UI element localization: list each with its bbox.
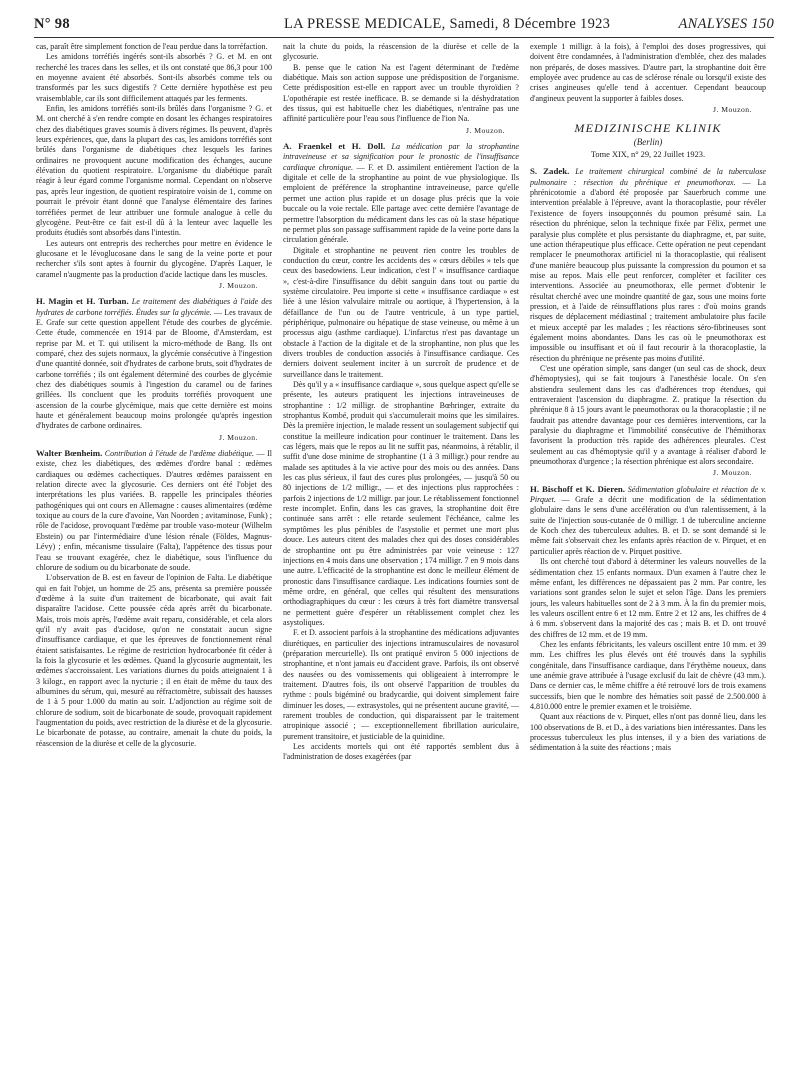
- signature: J. Mouzon.: [466, 125, 505, 135]
- article-magin-turban: [36, 296, 272, 431]
- journal-issue: Tome XIX, n° 29, 22 Juillet 1923.: [590, 150, 706, 160]
- journal-section-title: MEDIZINISCHE KLINIK: [574, 121, 722, 136]
- article-title: Le traitement chirurgical combiné de la tuberculose pulmonaire : résection du phrénique et pneumothorax.: [530, 167, 766, 187]
- column-3: [530, 42, 766, 1072]
- paragraph: Ils ont cherché tout d'abord à déterminer les valeurs nouvelles de la sédimentation chez 15 enfants normaux. D'un examen à l'autre chez le même enfant, les différences ne dépassaient pas 2 mm. Par contre, les variations sont grandes selon le sujet et selon l'âge. Dans les premiers jours, les valeurs habituelles sont de 2 à 3 mm. À la fin du premier mois, les valeurs oscillent entre 6 et 12 mm. Entre 2 et 12 ans, les chiffres de 4 à 6 mm. s'observent dans la majorité des cas ; mais B. et D. ont trouvé des chiffres de 12 mm. et de 19 mm.: [530, 557, 766, 639]
- article-title: Contribution à l'étude de l'œdème diabétique.: [104, 449, 255, 459]
- article-authors: A. Fraenkel et H. Doll.: [283, 141, 386, 152]
- paragraph: exemple 1 milligr. à la fois), à l'emploi des doses progressives, qui doivent être condamnées, à l'administration d'emblée, chez des malades non préparés, de doses massives. D'autre part, la strophantine doit être employée avec prudence au cas de sclérose rénale ou lorsqu'il existe des crises angineuses qu'elle tend à accentuer. Cependant beaucoup d'angineux peuvent la supporter à faibles doses.: [530, 42, 766, 103]
- signature: J. Mouzon.: [219, 432, 258, 442]
- paragraph: B. pense que le cation Na est l'agent déterminant de l'œdème diabétique. Mais son action suppose une prédisposition de l'organisme. Cette prédisposition est-elle en rapport avec un trouble thyroïdien ? L'opothérapie est restée inefficace. B. se demande si la déshydratation des tissus, qui est habituelle chez les diabétiques, n'entraîne pas une affinité particulière pour l'eau sous l'influence de l'ion Na.: [283, 62, 519, 124]
- paragraph: Enfin, les amidons torréfiés sont-ils brûlés dans l'organisme ? G. et M. ont cherché à s'en rendre compte en dosant les échanges respiratoires chez des diabétiques graves soumis à divers régimes. Ils peuvent, d'après leurs expériences, que, dans la plupart des cas, les amidons torréfiés sont brûlés dans l'organisme de diabétiques chez lesquels les farines ordinaires ne provoquent aucune modification des échanges, aucune élévation du quotient respiratoire. L'organisme du diabétique paraît réagir à leur égard comme l'organisme normal. Cependant on n'observe pas, après leur ingestion, de quotient respiratoire voisin de 1, comme on pourrait le prévoir étant donné que l'analyse élémentaire des farines torréfiées permet de leur attribuer une formule analogue à celle du glycogène. Peut-être ce fait est-il dû à la lenteur avec laquelle les produits étudiés sont absorbés dans l'intestin.: [36, 104, 272, 238]
- paragraph: Les auteurs ont entrepris des recherches pour mettre en évidence le glucosane et le lévoglucosane dans le sang de la veine porte et pour rechercher s'ils sont aptes à fournir du glycogène. D'après Laquer, le caramel n'augmente pas la production d'acide lactique dans les muscles.: [36, 238, 272, 279]
- article-title: La médication par la strophantine intraveineuse et sa signification pour le pronostic de l'insuffisance cardiaque chronique.: [283, 142, 519, 172]
- paragraph: cas, paraît être simplement fonction de l'eau perdue dans la torréfaction.: [36, 42, 268, 51]
- page-header: [34, 14, 774, 38]
- article-boenheim: [36, 448, 272, 573]
- paragraph: Chez les enfants fébricitants, les valeurs oscillent entre 10 mm. et 39 mm. Les chiffres les plus élevés ont été trouvés dans la syphilis congénitale, dans l'insuffisance cardiaque, dans l'érythème noueux, dans une anémie grave attribuée à l'usage exclusif du lait de chèvre (43 mm.). Dans ce dernier cas, le même chiffre a été retrouvé lors de trois examens successifs, bien que le nombre des hématies soit passé de 2.500.000 à 4.810.000 entre le premier examen et le troisième.: [530, 639, 766, 711]
- signature: J. Mouzon.: [219, 280, 258, 290]
- signature: J. Mouzon.: [713, 105, 752, 115]
- article-authors: H. Bischoff et K. Dieren.: [530, 483, 625, 494]
- article-title: Le traitement des diabétiques à l'aide des hydrates de carbone torréfiés. Études sur la glycémie.: [36, 297, 272, 317]
- paragraph: Digitale et strophantine ne peuvent rien contre les troubles de conduction du cœur, contre les accidents des « cœurs débiles » tels que ceux des basedowiens. Leur indication, c'est l' « insuffisance cardiaque », c'est-à-dire l'insuffisance du débit sanguin dans tout ou partie du système circulatoire. Peu importe si cette « insuffisance cardiaque » est liée à une lésion valvulaire mitrale ou aortique, à l'hypertension, à la défaillance de l'un ou de l'autre ventricule, à un type partiel, périphérique, pulmonaire ou hépatique de stase veineuse, ou même à un processus aigu (asthme cardiaque). L'infarctus n'est pas davantage un obstacle à l'action de la digitale et de la strophantine, non plus que les divers troubles de conduction associés à l'insuffisance cardiaque. Ces derniers doivent seulement inciter à un surcroît de prudence et de surveillance dans le traitement.: [283, 245, 519, 379]
- section-label: ANALYSES 150: [678, 16, 774, 32]
- article-fraenkel-doll: [283, 141, 519, 245]
- journal-title: LA PRESSE MEDICALE, Samedi, 8 Décembre 1923: [284, 16, 611, 32]
- article-authors: H. Magin et H. Turban.: [36, 296, 129, 307]
- column-2: [283, 42, 519, 1072]
- article-body: — Grafe a décrit une modification de la sédimentation globulaire dans le sens d'une accélération ou d'un ralentissement, à la suite de l'injection sous-cutanée de 0 milligr. 1 de tuberculine ancienne de Koch chez des tuberculeux adultes. B. et D. se sont demandé si le même fait s'observait chez les enfants après réaction de v. Pirquet, et en particulier après réaction de v. Pirquet positive.: [530, 495, 766, 556]
- paragraph: F. et D. associent parfois à la strophantine des médications adjuvantes diurétiques, en particulier des injections intramusculaires de novasurol (préparation mercurielle). Ils ont pratiqué environ 5 000 injections de strophantine, et n'ont jamais eu d'accident grave. Parfois, ils ont observé des nausées ou des vomissements qui obligeaient à interrompre le traitement. D'autres fois, ils ont observé l'apparition de troubles du rythme : pouls bigéminé ou bradycardie, qui doivent simplement faire diminuer les doses, — extrasystoles, qui ne présentent aucune gravité, — rarement troubles de conduction, qui disparaissent par le traitement atropinique associé ; — exceptionnellement fibrillation auriculaire, purement transitoire, et justiciable de la quinidine.: [283, 628, 519, 741]
- header-rule: [34, 37, 774, 38]
- paragraph: nait la chute du poids, la réascension de la diurèse et celle de la glycosurie.: [283, 42, 519, 62]
- article-body: — La phrénicotomie a d'abord été proposée par Sauerbruch comme une intervention préalable à l'épreuve, avant la thoracoplastie, pour révéler l'existence de foyers insoupçonnés du poumon présumé sain. La résection du phrénique, selon la technique fixée par Félix, permet une paralysie plus complète et plus persistante du diaphragme, et, par suite, une action thérapeutique plus efficace. Cette opération ne peut cependant remplacer le pneumothorax artificiel ni la thoracoplastie, qui réalisent d'une manière beaucoup plus puissante la compression du poumon et sa mise au repos. Mais elle peut renforcer, compléter et faciliter ces interventions. Associée au pneumothorax, elle permet d'obtenir le résultat cherché avec une moindre quantité de gaz, sous une moins forte pression, et à l'aide de réinsufflations plus rares : d'où moins grands risques de déplacement médiastinal ; traitement ambulatoire plus facile et mieux accepté par les malades ; les réactions séro-fibrineuses sont également moins abondantes. Dans les cas où le pneumothorax est impossible ou insuffisant et où il faut recourir à la thoracoplastie, la résection du phrénique ne présente pas moins d'utilité.: [530, 177, 766, 363]
- paragraph: Quant aux réactions de v. Pirquet, elles n'ont pas donné lieu, dans les 100 observations de B. et D., à des variations bien intéressantes. Dans les processus tuberculeux les plus intenses, il y a bien des variations de sédimentation à la suite des réactions ; mais: [530, 712, 766, 753]
- paragraph: C'est une opération simple, sans danger (un seul cas de shock, deux d'hémoptysies), qui se fait toujours à l'anesthésie locale. On s'en abstiendra seulement dans les cas d'adhérences trop étendues, qui entraveraient l'ascension du diaphragme. Z. pratique la résection du phrénique 8 à 15 jours avant le pneumothorax ou la thoracoplastie ; il ne faudrait pas attendre davantage pour ces dernières interventions, car la paralysie du diaphragme et l'immobilité consécutive de l'hémithorax favorisent la production très rapide des adhérences pleurales. C'est seulement au cas d'hémoptysie qu'il y a avantage à réaliser d'abord le pneumothorax d'urgence ; la résection phrénique est alors secondaire.: [530, 363, 766, 467]
- signature: J. Mouzon.: [713, 468, 752, 478]
- journal-city: (Berlin): [633, 136, 663, 147]
- article-body: — F. et D. assimilent entièrement l'action de la digitale et celle de la strophantine au point de vue physiologique. Ils emploient de préférence la strophantine intraveineuse, parce qu'elle permet une action plus rapide et un dosage plus précis que la voie buccale ou la voie rectale. Elle partage avec cette dernière l'avantage de permettre l'absorption du médicament dans les cas où la stase hépatique ne permet plus son passage suffisamment rapide de la veine porte dans la circulation générale.: [283, 162, 519, 245]
- paragraph: L'observation de B. est en faveur de l'opinion de Falta. Le diabétique qui en fait l'objet, un homme de 25 ans, présenta sa première poussée d'œdème à la suite d'un traitement de bicarbonate, qui avait fait disparaître l'acidose. Cette poussée céda après arrêt du bicarbonate. Mais, trois mois après, l'œdème avait reparu, considérable, et cela alors qu'il n'y avait pas d'acidose, qu'on ne constatait aucun signe d'insuffisance cardiaque, et que les épreuves de fonctionnement rénal étaient satisfaisantes. Le régime de restriction hydrocarbonée fit céder à la fois la glycosurie et les œdèmes. Quand la glycosurie augmentait, les œdèmes s'accroissaient. Les variations diurnes du poids atteignaient 1 à 3 kilogr., en rapport avec la nycturie ; il en était de même du taux des albumines du sérum, qui, mesuré au réfractomètre, subissait des hausses de 1 à 5 pour 1.000 du matin au soir. L'adjonction au régime soit de chlorure de sodium, soit de bicarbonate de soude, provoquait rapidement l'augmentation du poids, avec restriction de la diurèse et de la glycosurie. Le bicarbonate de potasse, au contraire, amenait la chute du poids, la réascension de la diurèse et celle de la glycosurie.: [36, 573, 272, 748]
- page-number: N° 98: [34, 16, 70, 32]
- paragraph: Les accidents mortels qui ont été rapportés semblent dus à l'administration de doses exagérées (par: [283, 742, 519, 762]
- paragraph: Les amidons torréfiés ingérés sont-ils absorbés ? G. et M. en ont recherché les traces dans les selles, et ils ont constaté que 86,3 pour 100 en moyenne avaient été absorbés. Sont-ils absorbés comme tels ou transformés par les sucs digestifs ? Cette dernière hypothèse est peu vraisemblable, car ils sont difficilement attaqués par les ferments.: [36, 52, 272, 103]
- article-body: — Il existe, chez les diabétiques, des œdèmes d'ordre banal : œdèmes cardiaques ou œdèmes cachectiques. D'autres œdèmes paraissent en relation directe avec la glycosurie. Ces derniers ont été l'objet des interprétations les plus variées. B. rappelle les principales théories pathogéniques qui ont cours en Allemagne : causes alimentaires (œdème toxique au cours de la cure d'avoine, Van Noorden ; avitaminose, Funk) ; rôle de l'acidose, provoquant l'œdème par trouble vaso-moteur (Wilhelm Ebstein) ou par l'intermédiaire d'une lésion rénale (Földes, Magnus-Lévy) ; enfin, mécanisme tissulaire (Falta), l'appétence des tissus pour l'eau se trouvant exagérée, chez le diabétique, sous l'influence du chlorure de sodium ou du bicarbonate de soude.: [36, 449, 272, 572]
- paragraph: Dès qu'il y a « insuffisance cardiaque », sous quelque aspect qu'elle se présente, les auteurs pratiquent les injections intraveineuses de strophantine : 1/2 milligr. de strophantine Bœhringer, extraite du strophantus Kombé, produit qui s'accumulerait moins que les similaires. Dès la première injection, le malade ressent un soulagement subjectif qui constitue la meilleure indication pour continuer le traitement. Dans les cas légers, mais que le repos au lit ne suffit pas, néanmoins, à rétablir, il suffit d'une dose minime de strophantine (1 à 3 milligr.) pour rendre au malade ses aptitudes à la vie active pour des mois ou des années. Dans les cas plus sérieux, il faut des cures plus prolongées, — jusqu'à 50 ou 80 injections de 1/2 milligr., — et des injections plus rapprochées : parfois 2 injections de 1/2 milligr. par jour. Le rétablissement fonctionnel reste incomplet. Enfin, dans les cas graves, la strophantine doit être continuée sans arrêt : elle retarde seulement l'échéance, calme les symptômes les plus pénibles de l'asystolie et permet une mort plus douce. Les auteurs citent des malades chez qui des doses considérables de strophantine ont pu être administrées par voie veineuse : 127 injections en 4 mois dans une observation ; 174 milligr. 7 en 9 mois dans une autre. L'efficacité de la strophantine est donc le meilleur élément de pronostic dans l'insuffisance cardiaque. Les indications fournies sont de même ordre, en général, que celles qui résultent des mensurations orthodiagraphiques du cœur : les cœurs à très fort diamètre transversal ne permettent guère d'espérer un rétablissement complet chez les asystoliques.: [283, 380, 519, 627]
- article-zadek: [530, 166, 766, 364]
- article-body: — Les travaux de E. Grafe sur cette question appellent l'étude des courbes de glycémie. Cette étude, commencée en 1914 par de Bloome, d'Amsterdam, est reprise par M. et T. qui utilisent la micro-méthode de Bang. Ils ont comparé, chez des sujets normaux, la glycémie consécutive à l'ingestion d'une quantité donnée, soit d'hydrates de carbone bruts, soit d'hydrates de carbone torréfiés ; ils ont également déterminé des courbes de glycémie chez des diabétiques soumis à l'ingestion du caramel ou de farines grillées. Ils concluent que les produits torréfiés provoquent une ascension de la courbe glycémique, mais que cette dernière est moins haute et généralement beaucoup moins prolongée qu'après ingestion d'hydrates de carbone ordinaires.: [36, 307, 272, 431]
- article-authors: S. Zadek.: [530, 166, 570, 177]
- article-title: Sédimentation globulaire et réaction de v. Pirquet.: [530, 484, 766, 505]
- article-bischoff-dieren: [530, 484, 766, 557]
- article-authors: Walter Bœnheim.: [36, 448, 103, 459]
- column-1: [36, 42, 272, 1072]
